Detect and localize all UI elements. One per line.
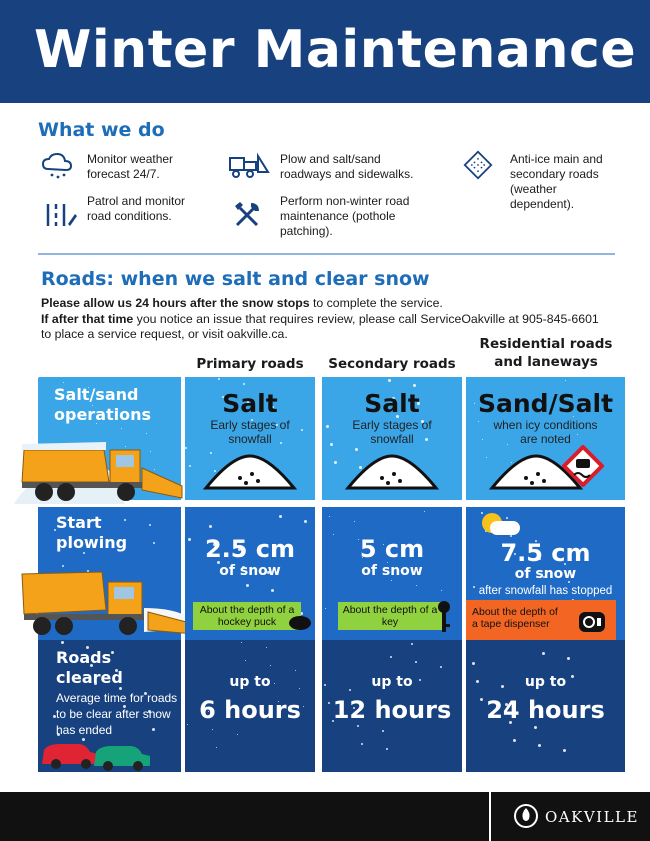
snowflake-dot <box>243 383 245 385</box>
header-banner <box>0 0 650 103</box>
service-note-1: Please allow us 24 hours after the snow stops to complete the service. <box>41 296 443 310</box>
snowflake-dot <box>513 739 516 742</box>
snowflake-dot <box>325 608 326 609</box>
wwd-item-maintenance: Perform non-winter road maintenance (pothole patching). <box>280 194 410 238</box>
snowflake-dot <box>567 657 570 660</box>
snowflake-dot <box>63 382 64 383</box>
snowflake-dot <box>357 725 359 727</box>
cleared-residential-upto: up to <box>524 674 567 690</box>
snowflake-dot <box>185 447 187 449</box>
cleared-primary-upto: up to <box>229 674 271 690</box>
snowflake-dot <box>61 641 64 644</box>
plow-primary-note: About the depth of a hockey puck <box>193 602 301 630</box>
what-we-do-title: What we do <box>38 119 165 141</box>
plow-secondary-note: About the depth of a key <box>338 602 442 630</box>
snowflake-dot <box>334 461 337 464</box>
plow-residential-depth: 7.5 cm <box>500 539 591 567</box>
service-note-2: If after that time you notice an issue that requires review, please call ServiceOakville at 905-845-6601 <box>41 312 599 326</box>
cleared-cell-secondary <box>322 640 462 772</box>
plow-cell-residential <box>466 507 625 640</box>
snowflake-dot <box>241 642 242 643</box>
snowflake-dot <box>246 584 249 587</box>
cleared-cell-primary <box>185 640 315 772</box>
service-note-3: to place a service request, or visit oakville.ca. <box>41 327 288 341</box>
column-header-residential: Residential roads and laneways <box>479 336 613 370</box>
plow-secondary-depth: 5 cm <box>359 535 425 563</box>
plow-primary-unit: of snow <box>219 563 281 579</box>
plow-residential-unit: of snow <box>514 566 577 582</box>
snowflake-dot <box>149 524 151 526</box>
dump-truck-image <box>18 568 208 640</box>
footer-bar <box>0 792 650 841</box>
snowflake-dot <box>481 512 483 514</box>
snowflake-dot <box>441 590 442 591</box>
cloud-icon <box>490 521 520 535</box>
wwd-item-plow-salt: Plow and salt/sand roadways and sidewalks. <box>280 152 414 181</box>
snowflake-dot <box>411 643 413 645</box>
snowflake-dot <box>355 448 358 451</box>
tape-dispenser-icon <box>577 608 607 634</box>
snowflake-dot <box>329 516 330 517</box>
footer-brand-name[interactable]: OAKVILLE <box>545 808 639 826</box>
footer-divider <box>489 792 491 841</box>
road-patrol-icon <box>44 200 78 230</box>
snowflake-dot <box>153 542 155 544</box>
row-title-plow: Start plowing <box>56 513 128 552</box>
plow-cell-primary <box>185 507 315 640</box>
snowflake-dot <box>382 730 384 732</box>
hockey-puck-icon <box>289 616 311 630</box>
salt-residential-desc: when icy conditions are noted <box>493 418 598 446</box>
snowflake-dot <box>237 734 238 735</box>
snowflake-dot <box>534 726 537 729</box>
cleared-residential-hours: 24 hours <box>486 696 605 724</box>
snowflake-dot <box>212 729 213 730</box>
snowflake-dot <box>506 517 508 519</box>
snowflake-dot <box>295 670 296 671</box>
anti-ice-icon <box>461 150 495 180</box>
plow-residential-extra: after snowfall has stopped <box>478 585 613 597</box>
plow-residential-note: About the depth of a tape dispenser <box>466 600 616 640</box>
column-header-secondary: Secondary roads <box>328 356 456 372</box>
snowflake-dot <box>386 748 388 750</box>
row-subtitle-cleared: Average time for roads to be clear after snow has ended <box>56 691 178 737</box>
row-title-salt: Salt/sand operations <box>54 385 152 424</box>
section-divider <box>38 253 615 255</box>
salt-secondary-desc: Early stages of snowfall <box>352 418 432 446</box>
snowflake-dot <box>390 656 392 658</box>
cars-image <box>38 736 178 772</box>
snowflake-dot <box>245 660 246 661</box>
snowflake-dot <box>542 652 545 655</box>
snowflake-dot <box>218 378 220 380</box>
snowflake-dot <box>189 465 191 467</box>
snowflake-dot <box>279 515 282 518</box>
snowflake-dot <box>361 743 363 745</box>
snowflake-dot <box>563 749 566 752</box>
salt-cell-secondary <box>322 377 462 500</box>
row-title-cleared: Roads cleared <box>56 648 123 687</box>
snowflake-dot <box>62 565 64 567</box>
snowflake-dot <box>391 580 392 581</box>
salt-cell-primary <box>185 377 315 500</box>
salt-cell-residential <box>466 377 625 500</box>
salt-secondary-title: Salt <box>364 389 420 418</box>
slippery-road-sign-icon <box>562 445 604 487</box>
salt-primary-desc: Early stages of snowfall <box>210 418 290 446</box>
roads-title: Roads: when we salt and clear snow <box>41 268 430 290</box>
salt-residential-title: Sand/Salt <box>477 389 614 418</box>
snowflake-dot <box>472 662 475 665</box>
snowflake-dot <box>416 585 417 586</box>
snowflake-dot <box>388 379 391 382</box>
salt-primary-title: Salt <box>222 389 278 418</box>
snowflake-dot <box>209 525 212 528</box>
plow-primary-depth: 2.5 cm <box>204 535 296 563</box>
key-icon <box>436 600 452 634</box>
cleared-primary-hours: 6 hours <box>199 696 301 724</box>
wwd-item-anti-ice: Anti-ice main and secondary roads (weather dependent). <box>510 152 603 211</box>
oakville-logo-icon <box>513 803 539 829</box>
snowflake-dot <box>266 647 267 648</box>
snowflake-dot <box>565 380 566 381</box>
wwd-item-patrol: Patrol and monitor road conditions. <box>87 194 186 223</box>
snowflake-dot <box>187 724 188 725</box>
snowflake-dot <box>415 661 417 663</box>
snowflake-dot <box>270 665 271 666</box>
snowflake-dot <box>424 511 425 512</box>
snowflake-dot <box>304 520 307 523</box>
cleared-secondary-hours: 12 hours <box>332 696 452 724</box>
snowplow-truck-image <box>14 420 194 504</box>
column-header-primary: Primary roads <box>196 356 304 372</box>
snowflake-dot <box>440 666 442 668</box>
snowflake-dot <box>216 747 217 748</box>
row-label-cleared <box>38 640 181 772</box>
cleared-secondary-upto: up to <box>371 674 413 690</box>
salt-pile-icon <box>344 452 440 490</box>
snowflake-dot <box>510 535 512 537</box>
cleared-cell-residential <box>466 640 625 772</box>
snowflake-dot <box>413 384 416 387</box>
snowflake-dot <box>354 521 355 522</box>
page-title: Winter Maintenance <box>34 20 637 80</box>
snowflake-dot <box>271 589 274 592</box>
plow-secondary-unit: of snow <box>361 563 423 579</box>
tools-icon <box>232 200 262 230</box>
weather-cloud-icon <box>40 151 74 181</box>
salt-pile-icon <box>202 452 298 490</box>
plow-truck-icon <box>228 150 270 180</box>
plow-cell-secondary <box>322 507 462 640</box>
wwd-item-monitor-weather: Monitor weather forecast 24/7. <box>87 152 174 181</box>
snowflake-dot <box>538 744 541 747</box>
snowflake-dot <box>38 377 39 378</box>
